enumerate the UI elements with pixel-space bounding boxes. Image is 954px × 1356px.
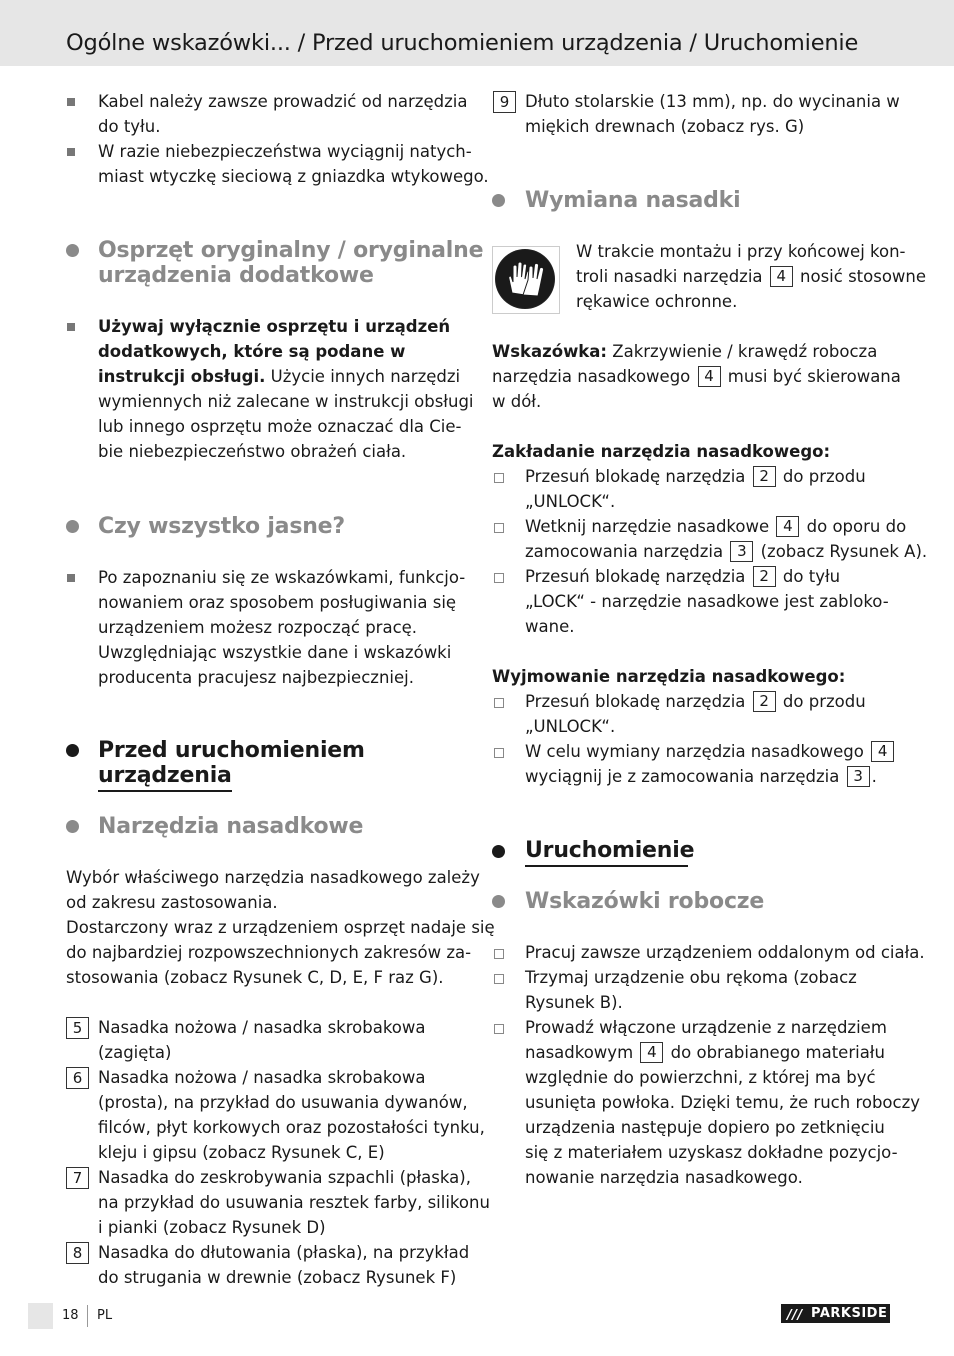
- section-dot-icon: [492, 194, 505, 207]
- part-number: 6: [66, 1067, 89, 1089]
- heading-narzedzia: Narzędzia nasadkowe: [98, 814, 364, 839]
- note-text: narzędzia nasadkowego: [492, 367, 691, 386]
- heading-wymiana: Wymiana nasadki: [525, 188, 741, 213]
- step-text: W celu wymiany narzędzia nasadkowego: [525, 742, 864, 761]
- body-text: producenta pracujesz najbezpieczniej.: [98, 668, 414, 687]
- bullet-text: Kabel należy zawsze prowadzić od narzędzia: [98, 92, 468, 111]
- tool-text: na przykład do usuwania resztek farby, silikonu: [98, 1193, 490, 1212]
- step-text: .: [871, 767, 877, 786]
- box-bullet-icon: [494, 748, 504, 758]
- box-bullet-icon: [494, 974, 504, 984]
- bullet-text: miast wtyczkę sieciową z gniazdka wtykowego.: [98, 167, 489, 186]
- tool-text: i pianki (zobacz Rysunek D): [98, 1218, 326, 1237]
- part-number: 5: [66, 1017, 89, 1039]
- part-number: 3: [847, 766, 870, 787]
- step-text: Przesuń blokadę narzędzia: [525, 692, 746, 711]
- tool-text: Nasadka nożowa / nasadka skrobakowa: [98, 1018, 426, 1037]
- box-bullet-icon: [494, 523, 504, 533]
- bold-text: Używaj wyłącznie osprzętu i urządzeń: [98, 317, 451, 336]
- box-bullet-icon: [494, 698, 504, 708]
- note-text: Zakrzywienie / krawędź robocza: [607, 342, 878, 361]
- warning-text: troli nasadki narzędzia: [576, 267, 763, 286]
- step-line: [525, 464, 866, 489]
- page-title: Ogólne wskazówki... / Przed uruchomieniem urządzenia / Uruchomienie: [66, 30, 859, 56]
- page-number: 18: [62, 1308, 79, 1323]
- step-text: „UNLOCK“.: [525, 492, 616, 511]
- footer-divider: [87, 1305, 88, 1327]
- warning-line: [576, 264, 926, 289]
- tool-text: Nasadka do zeskrobywania szpachli (płaska),: [98, 1168, 471, 1187]
- tool-text: (prosta), na przykład do usuwania dywanów,: [98, 1093, 468, 1112]
- step-line: [525, 689, 866, 714]
- body-text: nowaniem oraz sposobem posługiwania się: [98, 593, 457, 612]
- body-text: Po zapoznaniu się ze wskazówkami, funkcjo-: [98, 568, 466, 587]
- step-text: urządzenia następuje dopiero po zetknięciu: [525, 1118, 885, 1137]
- step-text: „LOCK“ - narzędzie nasadkowe jest zabloko-: [525, 592, 889, 611]
- body-text: Dostarczony wraz z urządzeniem osprzęt nadaje się: [66, 918, 495, 937]
- body-text: stosowania (zobacz Rysunek C, D, E, F raz G).: [66, 968, 444, 987]
- heading-przed: Przed uruchomieniem: [98, 738, 365, 763]
- note-line: [492, 339, 877, 364]
- box-bullet-icon: [494, 949, 504, 959]
- part-number: 3: [730, 541, 753, 562]
- bullet-text: W razie niebezpieczeństwa wyciągnij natych-: [98, 142, 472, 161]
- subheading-zakladanie: Zakładanie narzędzia nasadkowego:: [492, 442, 831, 461]
- section-dot-icon: [66, 820, 79, 833]
- body-text: od zakresu zastosowania.: [66, 893, 278, 912]
- step-text: Przesuń blokadę narzędzia: [525, 567, 746, 586]
- step-text: Prowadź włączone urządzenie z narzędziem: [525, 1018, 887, 1037]
- warning-text: nosić stosowne: [800, 267, 927, 286]
- bold-text: dodatkowych, które są podane w: [98, 342, 406, 361]
- square-bullet-icon: [67, 98, 75, 106]
- tool-text: (zagięta): [98, 1043, 172, 1062]
- heading-osprzet: urządzenia dodatkowe: [98, 263, 374, 288]
- section-dot-icon: [492, 895, 505, 908]
- heading-uruchomienie: Uruchomienie: [525, 838, 695, 863]
- note-text: musi być skierowana: [727, 367, 901, 386]
- step-line: [525, 739, 896, 764]
- step-text: do przodu: [782, 467, 866, 486]
- tool-text: Dłuto stolarskie (13 mm), np. do wycinania w: [525, 92, 900, 111]
- box-bullet-icon: [494, 473, 504, 483]
- section-dot-icon: [66, 520, 79, 533]
- step-text: (zobacz Rysunek A).: [760, 542, 928, 561]
- tool-text: kleju i gipsu (zobacz Rysunek C, E): [98, 1143, 385, 1162]
- brand-name: PARKSIDE: [811, 1306, 888, 1321]
- square-bullet-icon: [67, 148, 75, 156]
- part-number: 9: [493, 91, 516, 113]
- mixed-line: [98, 364, 460, 389]
- box-bullet-icon: [494, 573, 504, 583]
- step-line: [525, 764, 877, 789]
- step-text: do tyłu: [782, 567, 841, 586]
- warning-text: W trakcie montażu i przy końcowej kon-: [576, 242, 906, 261]
- warning-text: rękawice ochronne.: [576, 292, 738, 311]
- step-text: Rysunek B).: [525, 993, 623, 1012]
- square-bullet-icon: [67, 323, 75, 331]
- step-text: Trzymaj urządzenie obu rękoma (zobacz: [525, 968, 857, 987]
- body-text: urządzeniem możesz rozpocząć pracę.: [98, 618, 418, 637]
- part-number: 2: [753, 566, 776, 587]
- tool-text: Nasadka nożowa / nasadka skrobakowa: [98, 1068, 426, 1087]
- step-text: wane.: [525, 617, 575, 636]
- page-header: [0, 0, 954, 66]
- gloves-icon: [495, 249, 555, 309]
- body-text: bie niebezpieczeństwo obrażeń ciała.: [98, 442, 407, 461]
- heading-wskazowki-robocze: Wskazówki robocze: [525, 889, 765, 914]
- step-text: do obrabianego materiału: [670, 1043, 885, 1062]
- part-number: 4: [698, 366, 721, 387]
- part-number: 4: [770, 266, 793, 287]
- section-dot-icon: [492, 845, 505, 858]
- step-text: do oporu do: [806, 517, 907, 536]
- step-text: „UNLOCK“.: [525, 717, 616, 736]
- body-text: do najbardziej rozpowszechnionych zakresów za-: [66, 943, 472, 962]
- footer-tab: [28, 1303, 53, 1329]
- part-number: 4: [776, 516, 799, 537]
- step-line: [525, 539, 927, 564]
- part-number: 4: [871, 741, 894, 762]
- step-text: nowanie narzędzia nasadkowego.: [525, 1168, 803, 1187]
- body-text: Uwzględniając wszystkie dane i wskazówki: [98, 643, 452, 662]
- language-code: PL: [97, 1308, 113, 1323]
- step-text: się z materiałem uzyskasz dokładne pozycjo-: [525, 1143, 898, 1162]
- step-line: [525, 564, 840, 589]
- step-text: wyciągnij je z zamocowania narzędzia: [525, 767, 840, 786]
- tool-text: filców, płyt korkowych oraz pozostałości tynku,: [98, 1118, 485, 1137]
- part-number: 4: [640, 1042, 663, 1063]
- part-number: 8: [66, 1242, 89, 1264]
- subheading-wyjmowanie: Wyjmowanie narzędzia nasadkowego:: [492, 667, 846, 686]
- part-number: 7: [66, 1167, 89, 1189]
- step-text: Pracuj zawsze urządzeniem oddalonym od ciała.: [525, 943, 925, 962]
- part-number: 2: [753, 691, 776, 712]
- step-text: usunięta powłoka. Dzięki temu, że ruch roboczy: [525, 1093, 921, 1112]
- step-text: względnie do powierzchni, z której ma być: [525, 1068, 876, 1087]
- part-number: 2: [753, 466, 776, 487]
- step-line: [525, 1040, 885, 1065]
- body-text: Użycie innych narzędzi: [265, 367, 461, 386]
- logo-stripes-icon: ///: [787, 1308, 803, 1323]
- step-line: [525, 514, 906, 539]
- heading-przed: urządzenia: [98, 763, 232, 788]
- heading-underline: [525, 865, 688, 867]
- bullet-text: do tyłu.: [98, 117, 161, 136]
- box-bullet-icon: [494, 1024, 504, 1034]
- parkside-logo: [781, 1304, 890, 1323]
- note-line: [492, 364, 901, 389]
- step-text: Wetknij narzędzie nasadkowe: [525, 517, 770, 536]
- section-dot-icon: [66, 244, 79, 257]
- step-text: zamocowania narzędzia: [525, 542, 724, 561]
- tool-text: Nasadka do dłutowania (płaska), na przykład: [98, 1243, 470, 1262]
- bold-text: instrukcji obsługi.: [98, 367, 266, 386]
- step-text: Przesuń blokadę narzędzia: [525, 467, 746, 486]
- body-text: lub innego osprzętu może oznaczać dla Cie-: [98, 417, 462, 436]
- square-bullet-icon: [67, 574, 75, 582]
- heading-osprzet: Osprzęt oryginalny / oryginalne: [98, 238, 484, 263]
- step-text: nasadkowym: [525, 1043, 634, 1062]
- section-dot-icon: [66, 744, 79, 757]
- tool-text: do strugania w drewnie (zobacz Rysunek F): [98, 1268, 457, 1287]
- note-label: Wskazówka:: [492, 342, 608, 361]
- step-text: do przodu: [782, 692, 866, 711]
- body-text: wymiennych niż zalecane w instrukcji obsługi: [98, 392, 474, 411]
- heading-underline: [98, 790, 232, 792]
- heading-czy-wszystko: Czy wszystko jasne?: [98, 514, 345, 539]
- note-text: w dół.: [492, 392, 542, 411]
- tool-text: miękich drewnach (zobacz rys. G): [525, 117, 805, 136]
- body-text: Wybór właściwego narzędzia nasadkowego zależy: [66, 868, 480, 887]
